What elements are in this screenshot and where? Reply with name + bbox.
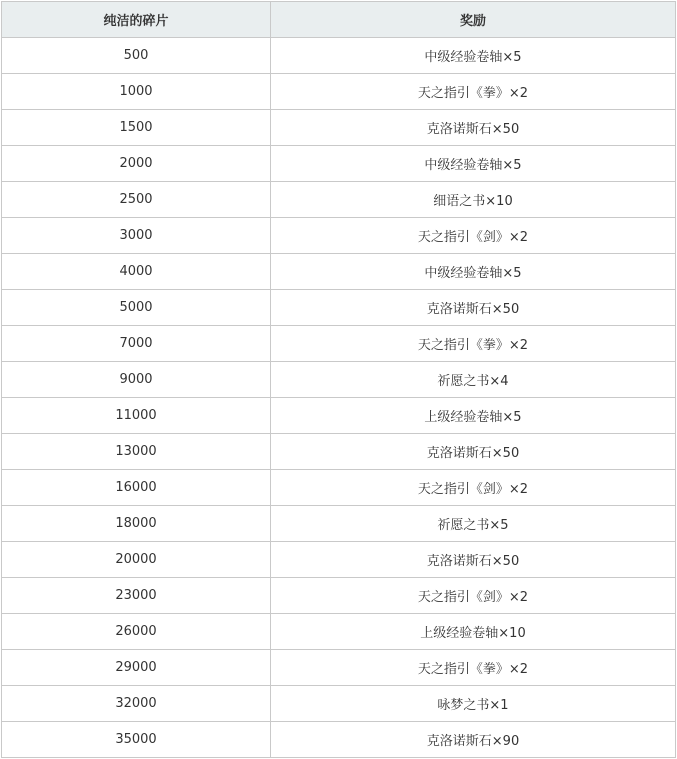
cell-reward: 上级经验卷轴×5 [271, 398, 676, 434]
reward-table [1, 1, 676, 758]
cell-reward: 克洛诺斯石×50 [271, 290, 676, 326]
cell-reward: 天之指引《剑》×2 [271, 578, 676, 614]
cell-reward: 细语之书×10 [271, 182, 676, 218]
cell-shards: 16000 [2, 470, 271, 506]
cell-shards: 11000 [2, 398, 271, 434]
header-row [2, 2, 676, 38]
table-row [2, 470, 676, 506]
table-row [2, 650, 676, 686]
table-row [2, 326, 676, 362]
table-row [2, 74, 676, 110]
table-row [2, 434, 676, 470]
cell-shards: 13000 [2, 434, 271, 470]
cell-reward: 克洛诺斯石×90 [271, 722, 676, 758]
table-row [2, 542, 676, 578]
table-row [2, 362, 676, 398]
cell-shards: 3000 [2, 218, 271, 254]
table-row [2, 254, 676, 290]
cell-shards: 35000 [2, 722, 271, 758]
cell-shards: 20000 [2, 542, 271, 578]
table-row [2, 182, 676, 218]
table-row [2, 218, 676, 254]
table-row [2, 578, 676, 614]
header-reward: 奖励 [271, 2, 676, 38]
cell-reward: 祈愿之书×4 [271, 362, 676, 398]
table-body [2, 38, 676, 758]
cell-shards: 500 [2, 38, 271, 74]
table-row [2, 290, 676, 326]
cell-shards: 1000 [2, 74, 271, 110]
cell-reward: 克洛诺斯石×50 [271, 542, 676, 578]
cell-shards: 32000 [2, 686, 271, 722]
cell-reward: 天之指引《剑》×2 [271, 218, 676, 254]
cell-reward: 中级经验卷轴×5 [271, 254, 676, 290]
cell-shards: 2000 [2, 146, 271, 182]
table-row [2, 686, 676, 722]
cell-reward: 克洛诺斯石×50 [271, 434, 676, 470]
cell-shards: 29000 [2, 650, 271, 686]
table-header [2, 2, 676, 38]
table-row [2, 110, 676, 146]
cell-shards: 5000 [2, 290, 271, 326]
cell-shards: 9000 [2, 362, 271, 398]
cell-shards: 4000 [2, 254, 271, 290]
header-shards: 纯洁的碎片 [2, 2, 271, 38]
cell-reward: 克洛诺斯石×50 [271, 110, 676, 146]
cell-reward: 祈愿之书×5 [271, 506, 676, 542]
cell-reward: 天之指引《剑》×2 [271, 470, 676, 506]
cell-reward: 天之指引《拳》×2 [271, 650, 676, 686]
cell-shards: 18000 [2, 506, 271, 542]
cell-reward: 中级经验卷轴×5 [271, 38, 676, 74]
cell-shards: 1500 [2, 110, 271, 146]
cell-reward: 上级经验卷轴×10 [271, 614, 676, 650]
cell-shards: 23000 [2, 578, 271, 614]
table-row [2, 38, 676, 74]
cell-shards: 2500 [2, 182, 271, 218]
cell-reward: 天之指引《拳》×2 [271, 74, 676, 110]
table-row [2, 722, 676, 758]
cell-reward: 中级经验卷轴×5 [271, 146, 676, 182]
table-row [2, 506, 676, 542]
table-row [2, 614, 676, 650]
cell-shards: 7000 [2, 326, 271, 362]
table-row [2, 146, 676, 182]
cell-shards: 26000 [2, 614, 271, 650]
cell-reward: 天之指引《拳》×2 [271, 326, 676, 362]
table-row [2, 398, 676, 434]
cell-reward: 咏梦之书×1 [271, 686, 676, 722]
